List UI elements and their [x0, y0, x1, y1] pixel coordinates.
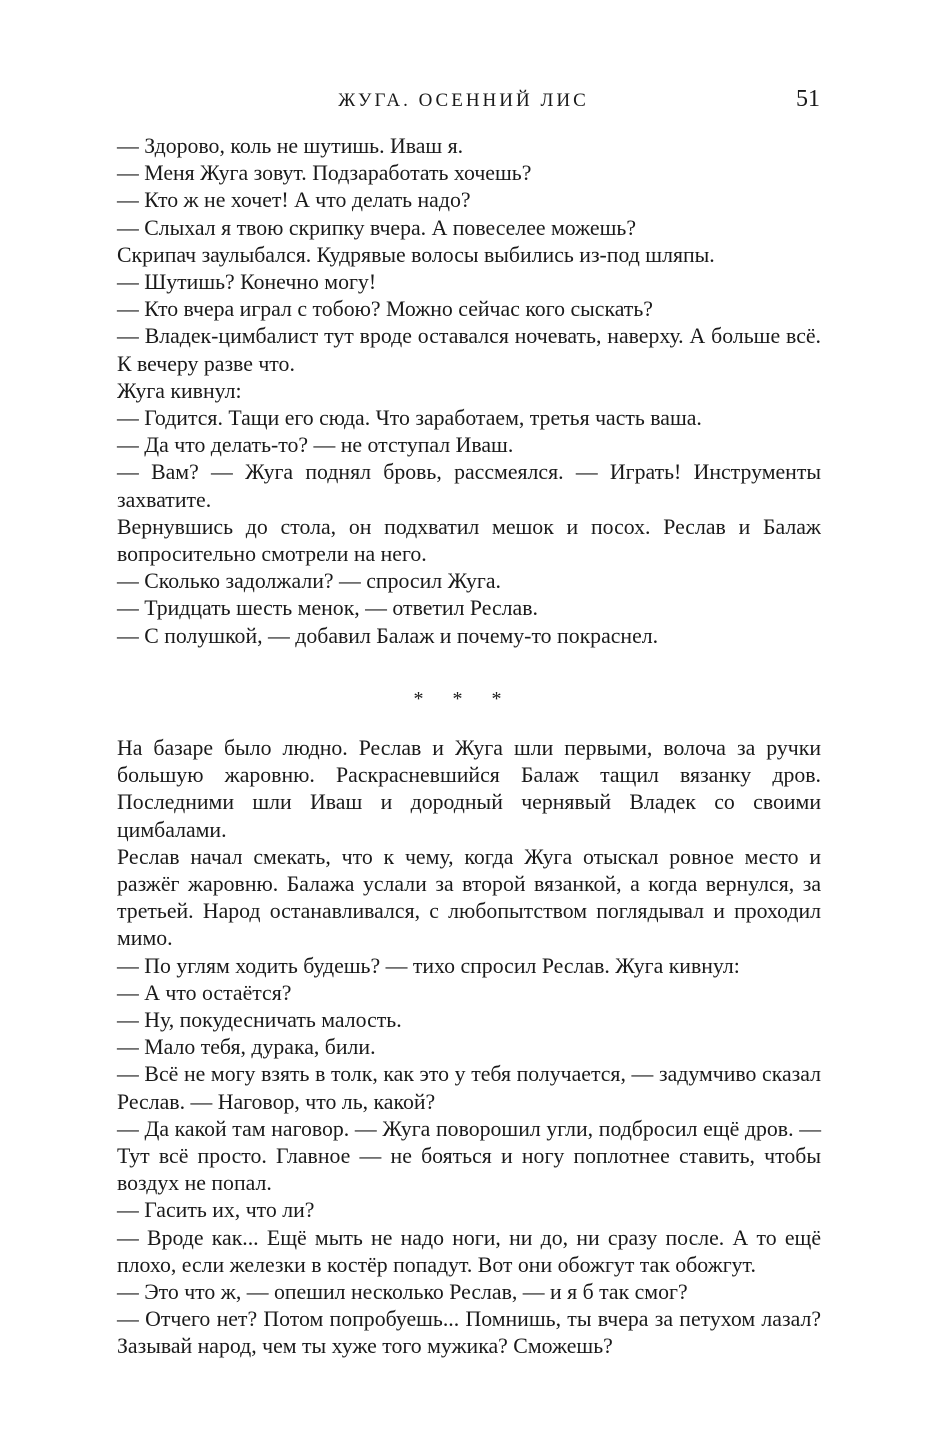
paragraph: — Меня Жуга зовут. Подзаработать хочешь? [117, 161, 532, 186]
paragraph: — Владек-цимбалист тут вроде оставался ночевать, наверху. А больше всё. К вечеру разве что. [117, 324, 821, 376]
paragraph: — Отчего нет? Потом попробуешь... Помнишь, ты вчера за петухом лазал? Зазывай народ, чем ты хуже того мужика? Сможешь? [117, 1307, 821, 1359]
paragraph: — Здорово, коль не шутишь. Иваш я. [117, 134, 464, 158]
page-number: 51 [796, 86, 820, 112]
paragraph: — Тридцать шесть менок, — ответил Реслав. [117, 596, 538, 621]
paragraph: — Сколько задолжали? — спросил Жуга. [117, 569, 501, 594]
paragraph: — Гасить их, что ли? [117, 1198, 315, 1223]
paragraph: — Это что ж, — опешил несколько Реслав, — и я б так смог? [117, 1280, 688, 1305]
paragraph: — Да что делать-то? — не отступал Иваш. [117, 433, 514, 458]
paragraph: — Шутишь? Конечно могу! [117, 270, 377, 295]
paragraph: — Да какой там наговор. — Жуга поворошил угли, подбросил ещё дров. — Тут всё просто. Главное — не бояться и ногу поплотнее ставить, чтобы воздух не попал. [117, 1116, 821, 1196]
text-section-1 [117, 133, 821, 650]
paragraph: — Всё не могу взять в толк, как это у тебя получается, — задумчиво сказал Реслав. — Наговор, что ль, какой? [117, 1062, 821, 1114]
paragraph: — По углям ходить будешь? — тихо спросил Реслав. Жуга кивнул: [117, 953, 740, 978]
paragraph: — А что остаётся? [117, 980, 292, 1005]
paragraph: — Вам? — Жуга поднял бровь, рассмеялся. — Играть! Инструменты захватите. [117, 460, 821, 512]
paragraph: Реслав начал смекать, что к чему, когда Жуга отыскал ровное место и разжёг жаровню. Балажа услали за второй вязанкой, а когда вернулся, за третьей. Народ останавливался, с любопытством поглядывал и проходил мимо. [117, 844, 821, 951]
section-separator: * * * [413, 688, 514, 710]
paragraph: — С полушкой, — добавил Балаж и почему-то покраснел. [117, 623, 659, 648]
running-head [0, 86, 927, 116]
paragraph: Скрипач заулыбался. Кудрявые волосы выбились из-под шляпы. [117, 242, 715, 267]
paragraph: — Ну, покудесничать малость. [117, 1008, 402, 1033]
paragraph: — Кто вчера играл с тобою? Можно сейчас кого сыскать? [117, 297, 653, 322]
paragraph: — Мало тебя, дурака, били. [117, 1035, 376, 1060]
paragraph: — Годится. Тащи его сюда. Что заработаем, третья часть ваша. [117, 406, 702, 431]
paragraph: На базаре было людно. Реслав и Жуга шли первыми, волоча за ручки большую жаровню. Раскрасневшийся Балаж тащил вязанку дров. Последними шли Иваш и дородный чернявый Владек со своими цимбалами. [117, 736, 821, 842]
paragraph: — Кто ж не хочет! А что делать надо? [117, 188, 471, 213]
paragraph: — Вроде как... Ещё мыть не надо ноги, ни до, ни сразу после. А то ещё плохо, если железки в костёр попадут. Вот они обожгут так обожгут. [117, 1225, 821, 1277]
paragraph: Вернувшись до стола, он подхватил мешок и посох. Реслав и Балаж вопросительно смотрели на него. [117, 514, 821, 567]
paragraph: — Слыхал я твою скрипку вчера. А повеселее можешь? [117, 215, 636, 240]
running-title: ЖУГА. ОСЕННИЙ ЛИС [338, 90, 589, 111]
paragraph: Жуга кивнул: [117, 378, 242, 403]
text-section-2 [117, 735, 821, 1361]
